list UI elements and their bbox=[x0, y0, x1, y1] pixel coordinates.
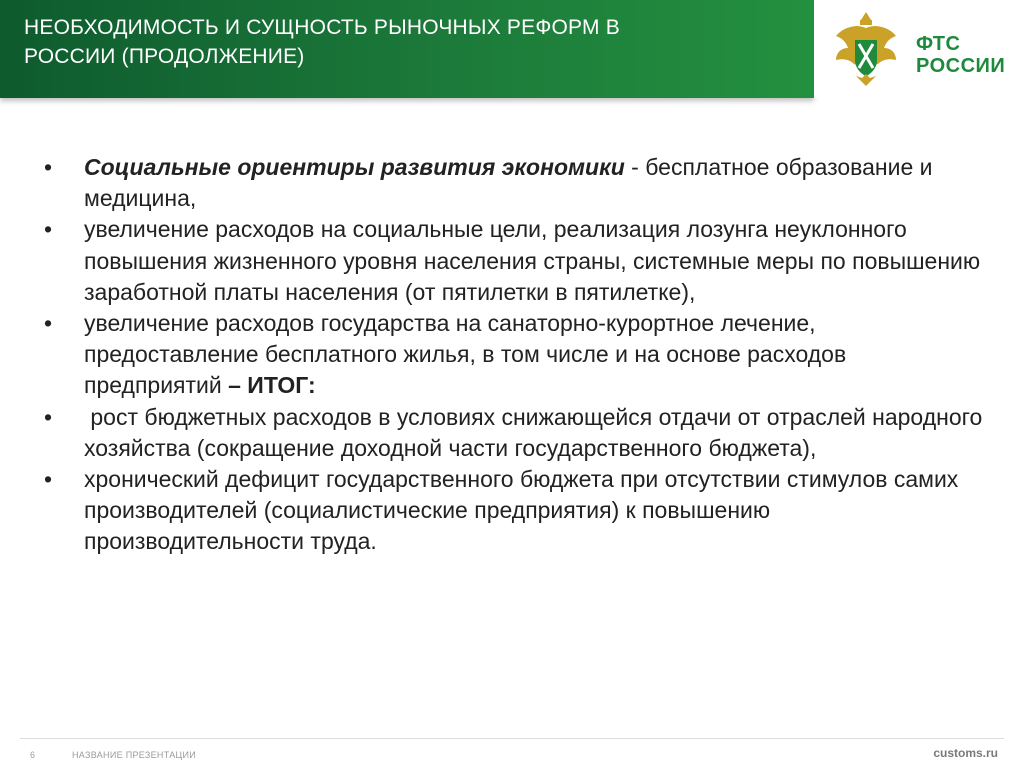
bullet-body: увеличение расходов государства на санаторно-курортное лечение, предоставление бесплатного жилья, в том числе и на основе расходов предприятий bbox=[84, 310, 847, 399]
logo-line-1: ФТС bbox=[916, 33, 961, 55]
footer-divider bbox=[20, 738, 1004, 739]
bullet-text bbox=[84, 308, 984, 402]
presentation-name: НАЗВАНИЕ ПРЕЗЕНТАЦИИ bbox=[72, 750, 197, 760]
list-item bbox=[44, 464, 984, 558]
logo-line-2: РОССИИ bbox=[916, 55, 1006, 77]
bullet-icon: • bbox=[44, 310, 53, 337]
slide-title-line-2: РОССИИ (ПРОДОЛЖЕНИЕ) bbox=[24, 45, 305, 68]
fts-logo bbox=[814, 0, 1024, 98]
slide-header bbox=[0, 0, 814, 98]
bullet-rest: - бесплатное образование и медицина, bbox=[84, 154, 933, 212]
bullet-icon: • bbox=[44, 154, 53, 180]
list-item bbox=[44, 152, 984, 214]
bullet-text: увеличение расходов на социальные цели, реализация лозунга неуклонного повышения жизненного уровня населения страны, системные меры по повышению заработной платы населения (от пятилетки в пятилетке), bbox=[84, 216, 981, 305]
bullet-icon: • bbox=[44, 403, 53, 430]
site-link[interactable]: customs.ru bbox=[933, 746, 998, 760]
list-item bbox=[44, 402, 984, 464]
bullet-icon: • bbox=[44, 466, 53, 493]
bullet-text bbox=[84, 152, 984, 214]
slide-title-line-1: НЕОБХОДИМОСТЬ И СУЩНОСТЬ РЫНОЧНЫХ РЕФОРМ В bbox=[24, 16, 620, 39]
logo-text bbox=[916, 33, 1005, 77]
bullet-body: рост бюджетных расходов в условиях снижающейся отдачи от отраслей народного хозяйства (сокращение доходной части государственного бюджета), bbox=[84, 403, 983, 461]
page-number: 6 bbox=[30, 750, 36, 760]
list-item bbox=[44, 308, 984, 402]
bullet-emphasis: – ИТОГ: bbox=[228, 372, 316, 399]
list-item bbox=[44, 214, 984, 308]
bullet-text: хронический дефицит государственного бюджета при отсутствии стимулов самих производителей (социалистические предприятия) к повышению производительности труда. bbox=[84, 466, 959, 555]
double-headed-eagle-emblem-icon bbox=[830, 10, 902, 88]
bullet-text bbox=[84, 402, 984, 464]
bullet-emphasis: Социальные ориентиры развития экономики bbox=[84, 154, 625, 180]
bullet-list bbox=[44, 152, 984, 558]
bullet-icon: • bbox=[44, 216, 53, 243]
slide-title bbox=[24, 13, 784, 71]
